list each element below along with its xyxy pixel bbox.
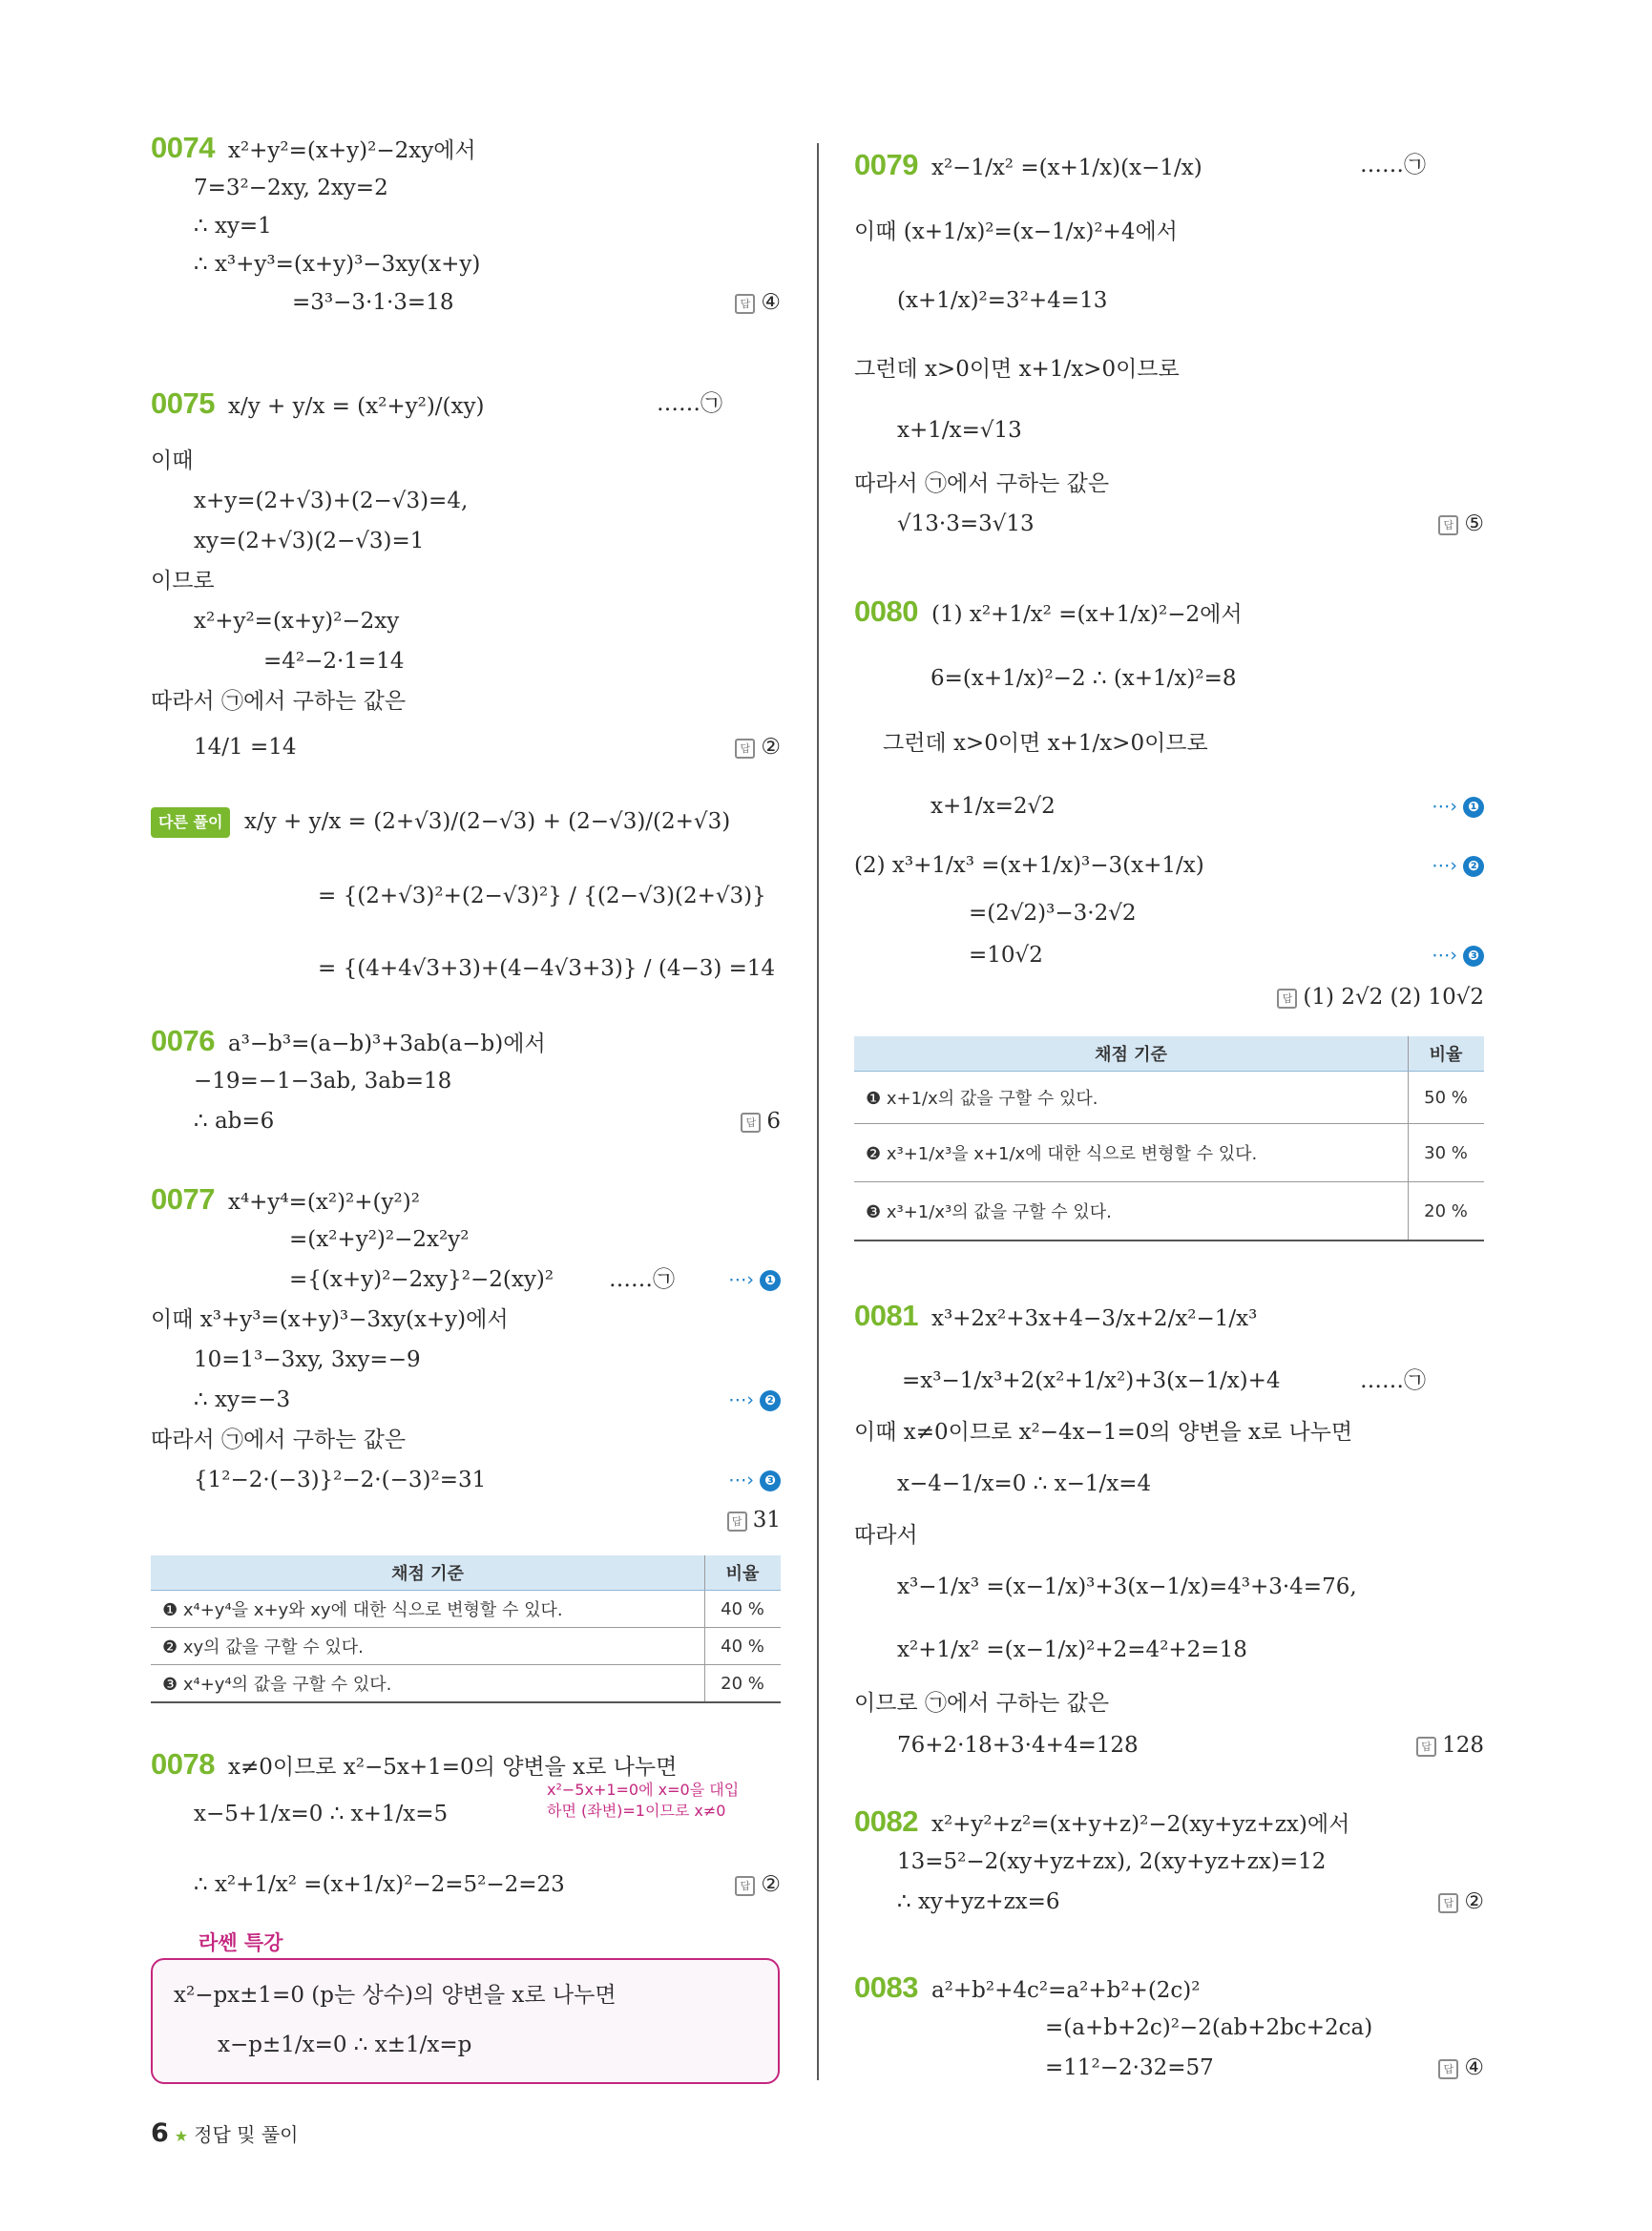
table-header: 비율 bbox=[1409, 1036, 1485, 1072]
problem-0074-line-4: ∴ x³+y³=(x+y)³−3xy(x+y) bbox=[194, 252, 481, 277]
lecture-box bbox=[151, 1958, 780, 2084]
problem-0081-line-6: x³−1/x³ =(x−1/x)³+3(x−1/x)=4³+3·4=76, bbox=[897, 1574, 1357, 1599]
problem-0078-line-1: 0078 x≠0이므로 x²−5x+1=0의 양변을 x로 나누면 bbox=[151, 1747, 678, 1781]
problem-0081-line-8: 이므로 ㉠에서 구하는 값은 bbox=[854, 1691, 1110, 1716]
step-marker-3: ⋯› ❸ bbox=[728, 1466, 781, 1494]
problem-0077-line-3: ={(x+y)²−2xy}²−2(xy)² bbox=[289, 1267, 554, 1292]
table-row: ❶ x⁴+y⁴을 x+y와 xy에 대한 식으로 변형할 수 있다. 40 % bbox=[151, 1591, 781, 1628]
side-note-line-1: x²−5x+1=0에 x=0을 대입 bbox=[547, 1781, 740, 1799]
answer-0082: 답 ② bbox=[1438, 1887, 1484, 1916]
answer-0078: 답 ② bbox=[735, 1870, 781, 1899]
problem-0080-line-6: =(2√2)³−3·2√2 bbox=[969, 901, 1137, 926]
page-footer bbox=[151, 2118, 298, 2148]
problem-0076-line-3: ∴ ab=6 bbox=[194, 1109, 275, 1134]
column-divider bbox=[817, 143, 819, 2080]
problem-0077-line-6: ∴ xy=−3 bbox=[194, 1387, 291, 1412]
footer-label: 정답 및 풀이 bbox=[194, 2123, 299, 2146]
answer-0079: 답 ⑤ bbox=[1438, 510, 1484, 538]
table-row: ❷ xy의 값을 구할 수 있다. 40 % bbox=[151, 1628, 781, 1665]
answer-0081: 답 128 bbox=[1416, 1731, 1484, 1760]
problem-0079-line-7: √13·3=3√13 bbox=[897, 511, 1035, 536]
problem-0077-line-5: 10=1³−3xy, 3xy=−9 bbox=[194, 1347, 421, 1372]
problem-0075-line-6: x²+y²=(x+y)²−2xy bbox=[194, 609, 400, 634]
problem-0079-line-5: x+1/x=√13 bbox=[897, 418, 1022, 443]
alt-solution-badge: 다른 풀이 bbox=[151, 807, 230, 838]
answer-0083: 답 ④ bbox=[1438, 2054, 1484, 2082]
problem-0080-line-4: x+1/x=2√2 bbox=[931, 794, 1056, 819]
table-row: ❸ x⁴+y⁴의 값을 구할 수 있다. 20 % bbox=[151, 1665, 781, 1703]
answer-0075: 답 ② bbox=[735, 733, 781, 761]
problem-0079-line-1: 0079 x²−1/x² =(x+1/x)(x−1/x) bbox=[854, 148, 1202, 181]
problem-number: 0076 bbox=[151, 1024, 215, 1057]
problem-0081-line-3: 이때 x≠0이므로 x²−4x−1=0의 양변을 x로 나누면 bbox=[854, 1420, 1353, 1445]
marker-0075: ……㉠ bbox=[657, 391, 722, 416]
problem-0082-line-2: 13=5²−2(xy+yz+zx), 2(xy+yz+zx)=12 bbox=[897, 1849, 1327, 1874]
step-marker-2: ⋯› ❷ bbox=[728, 1386, 781, 1414]
marker-0077: ……㉠ bbox=[609, 1267, 675, 1292]
problem-0082-line-1: 0082 x²+y²+z²=(x+y+z)²−2(xy+yz+zx)에서 bbox=[854, 1804, 1350, 1838]
problem-number: 0082 bbox=[854, 1804, 918, 1838]
step-marker-2: ⋯› ❷ bbox=[1432, 851, 1484, 880]
table-header: 비율 bbox=[705, 1555, 782, 1591]
problem-0080-line-7: =10√2 bbox=[969, 943, 1043, 968]
step-marker-1: ⋯› ❶ bbox=[728, 1265, 781, 1294]
problem-number: 0078 bbox=[151, 1747, 215, 1781]
lecture-line-1: x²−px±1=0 (p는 상수)의 양변을 x로 나누면 bbox=[174, 1983, 617, 2008]
problem-0083-line-3: =11²−2·32=57 bbox=[1045, 2055, 1214, 2080]
alt-solution-line-1: 다른 풀이 x/y + y/x = (2+√3)/(2−√3) + (2−√3)/(2+√3) bbox=[151, 807, 730, 838]
alt-solution-line-3: = {(4+4√3+3)+(4−4√3+3)} / (4−3) =14 bbox=[318, 956, 776, 981]
table-row: ❸ x³+1/x³의 값을 구할 수 있다. 20 % bbox=[854, 1182, 1484, 1241]
step-marker-3: ⋯› ❸ bbox=[1432, 941, 1484, 970]
problem-0074-line-3: ∴ xy=1 bbox=[194, 214, 272, 239]
problem-0083-line-1: 0083 a²+b²+4c²=a²+b²+(2c)² bbox=[854, 1970, 1201, 2004]
marker-0079: ……㉠ bbox=[1360, 153, 1426, 177]
problem-0075-line-1: 0075 x/y + y/x = (x²+y²)/(xy) bbox=[151, 386, 485, 420]
step-marker-1: ⋯› ❶ bbox=[1432, 792, 1484, 821]
lecture-tag: 라쎈 특강 bbox=[199, 1931, 283, 1954]
star-icon: ★ bbox=[174, 2127, 189, 2145]
problem-0081-line-4: x−4−1/x=0 ∴ x−1/x=4 bbox=[897, 1471, 1152, 1496]
table-header: 채점 기준 bbox=[854, 1036, 1409, 1072]
problem-0080-line-3: 그런데 x>0이면 x+1/x>0이므로 bbox=[883, 731, 1208, 756]
problem-0081-line-2: =x³−1/x³+2(x²+1/x²)+3(x−1/x)+4 bbox=[902, 1368, 1281, 1393]
problem-0074-line-1: 0074 x²+y²=(x+y)²−2xy에서 bbox=[151, 131, 476, 164]
problem-0078-line-3: ∴ x²+1/x² =(x+1/x)²−2=5²−2=23 bbox=[194, 1872, 565, 1897]
answer-0077: 답 31 bbox=[727, 1506, 781, 1534]
table-row: ❶ x+1/x의 값을 구할 수 있다. 50 % bbox=[854, 1072, 1484, 1124]
problem-0075-line-9: 14/1 =14 bbox=[194, 735, 297, 760]
answer-0080: 답 (1) 2√2 (2) 10√2 bbox=[1277, 983, 1484, 1011]
problem-0074-line-5: =3³−3·1·3=18 bbox=[292, 290, 454, 315]
problem-0075-line-3: x+y=(2+√3)+(2−√3)=4, bbox=[194, 489, 469, 513]
problem-0081-line-9: 76+2·18+3·4+4=128 bbox=[897, 1733, 1139, 1758]
marker-0081: ……㉠ bbox=[1360, 1368, 1426, 1393]
scoring-table-0077 bbox=[151, 1555, 781, 1703]
problem-number: 0075 bbox=[151, 386, 215, 420]
problem-0075-line-7: =4²−2·1=14 bbox=[263, 649, 405, 674]
problem-0076-line-2: −19=−1−3ab, 3ab=18 bbox=[194, 1069, 452, 1094]
side-note-line-2: 하면 (좌변)=1이므로 x≠0 bbox=[547, 1802, 726, 1820]
problem-0082-line-3: ∴ xy+yz+zx=6 bbox=[897, 1889, 1060, 1914]
problem-0075-line-8: 따라서 ㉠에서 구하는 값은 bbox=[151, 689, 407, 714]
problem-0079-line-4: 그런데 x>0이면 x+1/x>0이므로 bbox=[854, 357, 1180, 382]
problem-0077-line-8: {1²−2·(−3)}²−2·(−3)²=31 bbox=[194, 1468, 487, 1492]
problem-number: 0077 bbox=[151, 1182, 215, 1216]
problem-0077-line-4: 이때 x³+y³=(x+y)³−3xy(x+y)에서 bbox=[151, 1307, 509, 1332]
problem-number: 0079 bbox=[854, 148, 918, 181]
problem-0078-line-2: x−5+1/x=0 ∴ x+1/x=5 bbox=[194, 1802, 449, 1826]
problem-0081-line-7: x²+1/x² =(x−1/x)²+2=4²+2=18 bbox=[897, 1637, 1247, 1662]
problem-number: 0081 bbox=[854, 1299, 918, 1332]
problem-0080-line-5: (2) x³+1/x³ =(x+1/x)³−3(x+1/x) bbox=[854, 853, 1204, 878]
problem-0080-line-2: 6=(x+1/x)²−2 ∴ (x+1/x)²=8 bbox=[931, 666, 1237, 691]
problem-0083-line-2: =(a+b+2c)²−2(ab+2bc+2ca) bbox=[1045, 2015, 1373, 2040]
alt-solution-line-2: = {(2+√3)²+(2−√3)²} / {(2−√3)(2+√3)} bbox=[318, 884, 766, 908]
problem-0077-line-1: 0077 x⁴+y⁴=(x²)²+(y²)² bbox=[151, 1182, 420, 1216]
answer-0074: 답 ④ bbox=[735, 288, 781, 317]
problem-0079-line-6: 따라서 ㉠에서 구하는 값은 bbox=[854, 471, 1110, 496]
problem-0075-line-5: 이므로 bbox=[151, 569, 215, 594]
scoring-table-0080 bbox=[854, 1036, 1484, 1241]
problem-number: 0080 bbox=[854, 594, 918, 628]
problem-0079-line-2: 이때 (x+1/x)²=(x−1/x)²+4에서 bbox=[854, 219, 1178, 244]
problem-0077-line-2: =(x²+y²)²−2x²y² bbox=[289, 1227, 470, 1252]
problem-0077-line-7: 따라서 ㉠에서 구하는 값은 bbox=[151, 1428, 407, 1452]
problem-0079-line-3: (x+1/x)²=3²+4=13 bbox=[897, 288, 1108, 313]
problem-0074-line-2: 7=3²−2xy, 2xy=2 bbox=[194, 176, 388, 200]
page-number: 6 bbox=[151, 2118, 169, 2148]
answer-0076: 답 6 bbox=[741, 1107, 781, 1136]
table-row: ❷ x³+1/x³을 x+1/x에 대한 식으로 변형할 수 있다. 30 % bbox=[854, 1124, 1484, 1182]
problem-number: 0083 bbox=[854, 1970, 918, 2004]
problem-0075-line-4: xy=(2+√3)(2−√3)=1 bbox=[194, 529, 425, 553]
problem-0076-line-1: 0076 a³−b³=(a−b)³+3ab(a−b)에서 bbox=[151, 1024, 546, 1057]
problem-0075-line-2: 이때 bbox=[151, 448, 194, 473]
problem-0081-line-5: 따라서 bbox=[854, 1523, 918, 1548]
answer-icon: 답 bbox=[735, 294, 755, 314]
problem-0081-line-1: 0081 x³+2x²+3x+4−3/x+2/x²−1/x³ bbox=[854, 1299, 1258, 1332]
table-header: 채점 기준 bbox=[151, 1555, 705, 1591]
problem-0080-line-1: 0080 (1) x²+1/x² =(x+1/x)²−2에서 bbox=[854, 594, 1243, 628]
lecture-line-2: x−p±1/x=0 ∴ x±1/x=p bbox=[218, 2033, 472, 2057]
problem-number: 0074 bbox=[151, 131, 215, 164]
